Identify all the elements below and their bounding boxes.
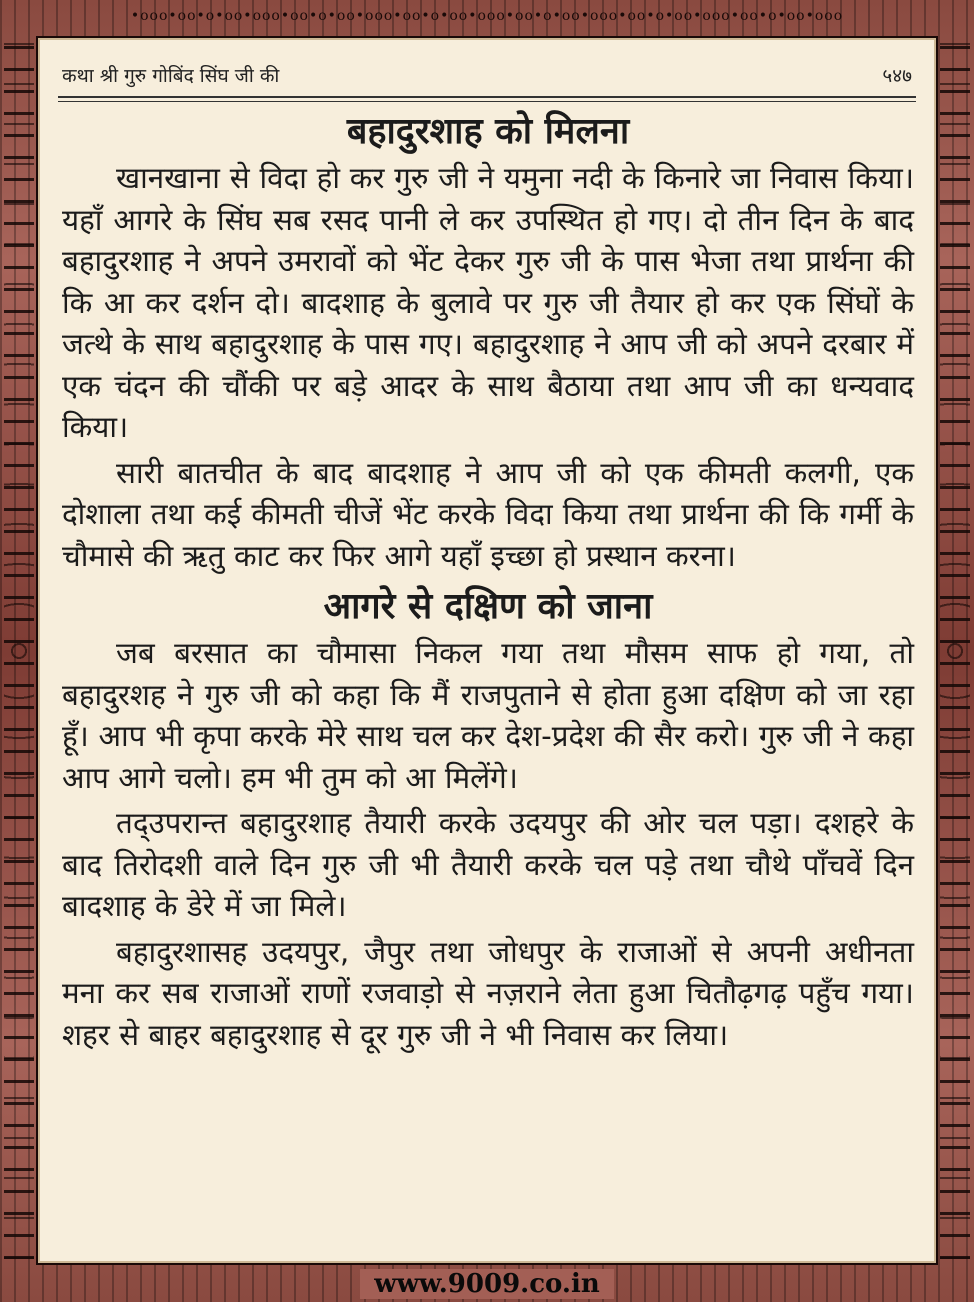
section-heading: बहादुरशाह को मिलना [346, 111, 630, 152]
running-title: कथा श्री गुरु गोबिंद सिंघ जी की [62, 65, 280, 87]
section-heading: आगरे से दक्षिण को जाना [323, 586, 653, 627]
page-number: ५४७ [882, 65, 912, 87]
header-rule [58, 96, 916, 98]
paragraph: तद्उपरान्त बहादुरशाह तैयारी करके उदयपुर की ओर चल पड़ा। दशहरे के बाद तिरोदशी वाले दिन गुरु जी भी तैयारी करके चल पड़े तथा चौथे पाँचवें दिन बादशाह के डेरे में जा मिले। [62, 806, 914, 923]
paragraph: खानखाना से विदा हो कर गुरु जी ने यमुना नदी के किनारे जा निवास किया। यहाँ आगरे के सिंघ सब रसद पानी ले कर उपस्थित हो गए। दो तीन दिन के बाद बहादुरशाह ने अपने उमरावों को भेंट देकर गुरु जी के पास भेजा तथा प्रार्थना की कि आ कर दर्शन दो। बादशाह के बुलावे पर गुरु जी तैयार हो कर एक सिंघों के जत्थे के साथ बहादुरशाह के पास गए। बहादुरशाह ने आप जी को अपने दरबार में एक चंदन की चौंकी पर बड़े आदर के साथ बैठाया तथा आप जी का धन्यवाद किया। [62, 161, 914, 444]
footer-website [0, 1268, 974, 1300]
header-rule-thin [58, 101, 916, 102]
paragraph: बहादुरशासह उदयपुर, जैपुर तथा जोधपुर के राजाओं से अपनी अधीनता मना कर सब राजाओं राणों रजवाड़ो से नज़राने लेता हुआ चितौढ़गढ़ पहुँच गया। शहर से बाहर बहादुरशाह से दूर गुरु जी ने भी निवास कर लिया। [62, 934, 914, 1052]
website-url: www.9009.co.in [360, 1269, 614, 1299]
paragraph: सारी बातचीत के बाद बादशाह ने आप जी को एक कीमती कलगी, एक दोशाला तथा कई कीमती चीजें भेंट करके विदा किया तथा प्रार्थना की कि गर्मी के चौमासे की ऋतु काट कर फिर आगे यहाँ इच्छा हो प्रस्थान करना। [62, 455, 914, 573]
paragraph: जब बरसात का चौमासा निकल गया तथा मौसम साफ हो गया, तो बहादुरशह ने गुरु जी को कहा कि मैं राजपुताने से होता हुआ दक्षिण को जा रहा हूँ। आप भी कृपा करके मेरे साथ चल कर देश-प्रदेश की सैर करो। गुरु जी ने कहा आप आगे चलो। हम भी तुम को आ मिलेंगे। [62, 636, 914, 795]
page-content [62, 106, 914, 1060]
left-border-ornament [4, 36, 34, 1266]
book-page [36, 36, 938, 1265]
page-header [58, 58, 916, 98]
top-border-ornament: •ooo•oo•o•oo•ooo•oo•o•oo•ooo•oo•o•oo•ooo•oo•o•oo•ooo•oo•o•oo•ooo•oo•o•oo•ooo [130, 8, 844, 24]
right-border-ornament [940, 36, 970, 1266]
